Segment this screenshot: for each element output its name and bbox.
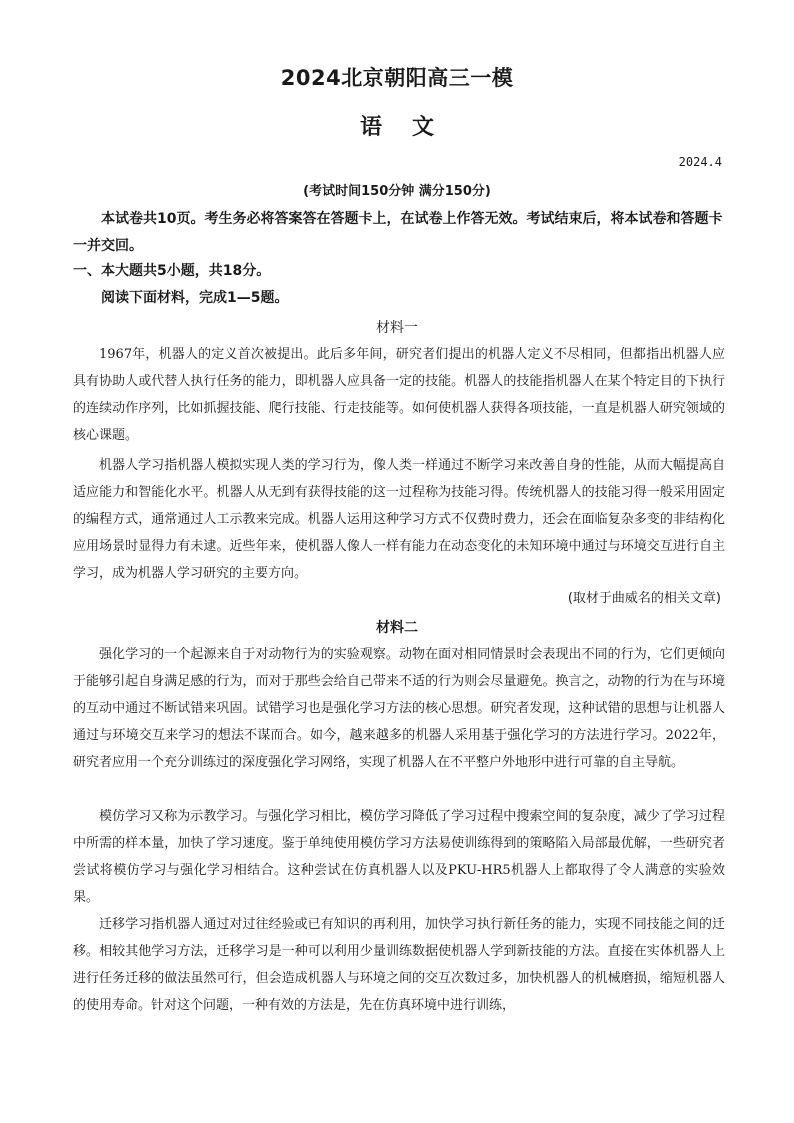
section-instruction: 阅读下面材料，完成1—5题。 bbox=[101, 290, 289, 306]
material-2-paragraph-1: 强化学习的一个起源来自于对动物行为的实验观察。动物在面对相同情景时会表现出不同的行为，它们更倾向于能够引起自身满足感的行为，而对于那些会给自己带来不适的行为则会尽量避免。换言之，动物的行为在与环境的互动中通过不断试错来巩固。试错学习也是强化学习方法的核心思想。研究者发现，这种试错的思想与让机器人通过与环境交互来学习的想法不谋而合。如今，越来越多的机器人采用基于强化学习的方法进行学习。2022年，研究者应用一个充分训练过的深度强化学习网络，实现了机器人在不平整户外地形中进行可靠的自主导航。 bbox=[73, 647, 725, 770]
exam-notice: 本试卷共10页。考生务必将答案答在答题卡上，在试卷上作答无效。考试结束后，将本试卷和答题卡一并交回。 bbox=[73, 211, 723, 254]
material-2-heading: 材料二 bbox=[376, 620, 418, 636]
section-title: 一、本大题共5小题，共18分。 bbox=[73, 263, 271, 279]
exam-title: 2024北京朝阳高三一模 bbox=[280, 66, 514, 90]
exam-date: 2024.4 bbox=[678, 155, 722, 169]
material-1-paragraph-2: 机器人学习指机器人模拟实现人类的学习行为，像人类一样通过不断学习来改善自身的性能，从而大幅提高自适应能力和智能化水平。机器人从无到有获得技能的这一过程称为技能习得。传统机器人的技能习得一般采用固定的编程方式，通常通过人工示教来完成。机器人运用这种学习方式不仅费时费力，还会在面临复杂多变的非结构化应用场景时显得力有未逮。近些年来，使机器人像人一样有能力在动态变化的未知环境中通过与环境交互进行自主学习，成为机器人学习研究的主要方向。 bbox=[73, 458, 725, 581]
material-2-paragraph-3: 迁移学习指机器人通过对过往经验或已有知识的再利用，加快学习执行新任务的能力，实现不同技能之间的迁移。相较其他学习方法，迁移学习是一种可以利用少量训练数据使机器人学到新技能的方法。直接在实体机器人上进行任务迁移的做法虽然可行，但会造成机器人与环境之间的交互次数过多，加快机器人的机械磨损，缩短机器人的使用寿命。针对这个问题，一种有效的方法是，先在仿真环境中进行训练， bbox=[73, 917, 725, 1013]
material-1-source: (取材于曲威名的相关文章) bbox=[567, 591, 721, 606]
material-1-heading: 材料一 bbox=[376, 320, 418, 336]
exam-time-note: (考试时间150分钟 满分150分) bbox=[303, 184, 491, 199]
material-2-paragraph-2: 模仿学习又称为示教学习。与强化学习相比，模仿学习降低了学习过程中搜索空间的复杂度，减少了学习过程中所需的样本量，加快了学习速度。鉴于单纯使用模仿学习方法易使训练得到的策略陷入局部最优解，一些研究者尝试将模仿学习与强化学习相结合。这种尝试在仿真机器人以及PKU-HR5机器人上都取得了令人满意的实验效果。 bbox=[73, 809, 725, 905]
subject-title: 语文 bbox=[359, 115, 464, 140]
material-1-paragraph-1: 1967年，机器人的定义首次被提出。此后多年间，研究者们提出的机器人定义不尽相同，但都指出机器人应具有协助人或代替人执行任务的能力，即机器人应具备一定的技能。机器人的技能指机器人在某个特定目的下执行的连续动作序列，比如抓握技能、爬行技能、行走技能等。如何使机器人获得各项技能，一直是机器人研究领域的核心课题。 bbox=[73, 347, 725, 443]
